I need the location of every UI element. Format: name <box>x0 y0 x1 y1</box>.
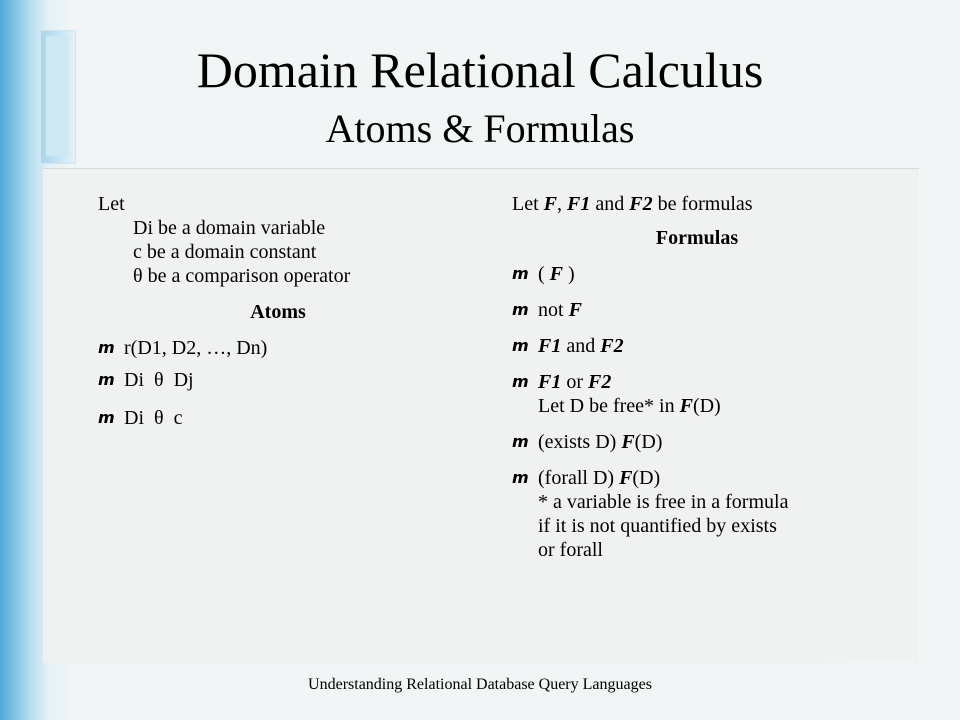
atoms-heading: Atoms <box>250 301 306 323</box>
atom-relation: r(D1, D2, …, Dn) <box>124 337 268 359</box>
footnote-line: or forall <box>538 539 603 561</box>
formula-parenthesized: ( F ) <box>538 263 575 285</box>
footnote-line: if it is not quantified by exists <box>538 515 777 537</box>
definition-domain-variable: Di be a domain variable <box>133 217 326 239</box>
atom-var-const: Di θ c <box>124 407 183 429</box>
definition-domain-constant: c be a domain constant <box>133 241 317 263</box>
m-bullet-icon: m <box>512 336 529 355</box>
slide-footer: Understanding Relational Database Query Languages <box>308 676 652 693</box>
formula-and: F1 and F2 <box>538 335 624 357</box>
m-bullet-icon: m <box>98 338 115 357</box>
free-variable-note: Let D be free* in F(D) <box>538 395 721 417</box>
formula-exists: (exists D) F(D) <box>538 431 663 453</box>
list-item <box>512 298 912 322</box>
list-item <box>98 368 458 392</box>
formula-or: F1 or F2 Let D be free* in F(D) <box>538 371 721 417</box>
footnote-line: * a variable is free in a formula <box>538 491 789 513</box>
m-bullet-icon: m <box>512 372 529 391</box>
list-item <box>98 406 458 430</box>
m-bullet-icon: m <box>512 432 529 451</box>
formula-forall: (forall D) F(D) * a variable is free in a formula if it is not quantified by exists or forall <box>538 467 789 561</box>
list-item <box>512 334 912 358</box>
atom-var-var: Di θ Dj <box>124 369 194 391</box>
m-bullet-icon: m <box>512 468 529 487</box>
list-item <box>512 370 912 418</box>
slide-title: Domain Relational Calculus <box>196 42 764 98</box>
m-bullet-icon: m <box>98 408 115 427</box>
let-label: Let <box>98 193 125 215</box>
formula-not: not F <box>538 299 582 321</box>
list-item <box>98 336 458 360</box>
formulas-column <box>512 192 912 562</box>
list-item <box>512 466 912 562</box>
definition-comparison-operator: θ be a comparison operator <box>133 265 351 287</box>
formulas-intro: Let F, F1 and F2 be formulas <box>512 193 753 215</box>
m-bullet-icon: m <box>512 300 529 319</box>
slide-subtitle: Atoms & Formulas <box>325 106 635 151</box>
m-bullet-icon: m <box>512 264 529 283</box>
formulas-heading: Formulas <box>655 227 739 249</box>
list-item <box>512 262 912 286</box>
atoms-column <box>98 192 458 430</box>
m-bullet-icon: m <box>98 370 115 389</box>
list-item <box>512 430 912 454</box>
